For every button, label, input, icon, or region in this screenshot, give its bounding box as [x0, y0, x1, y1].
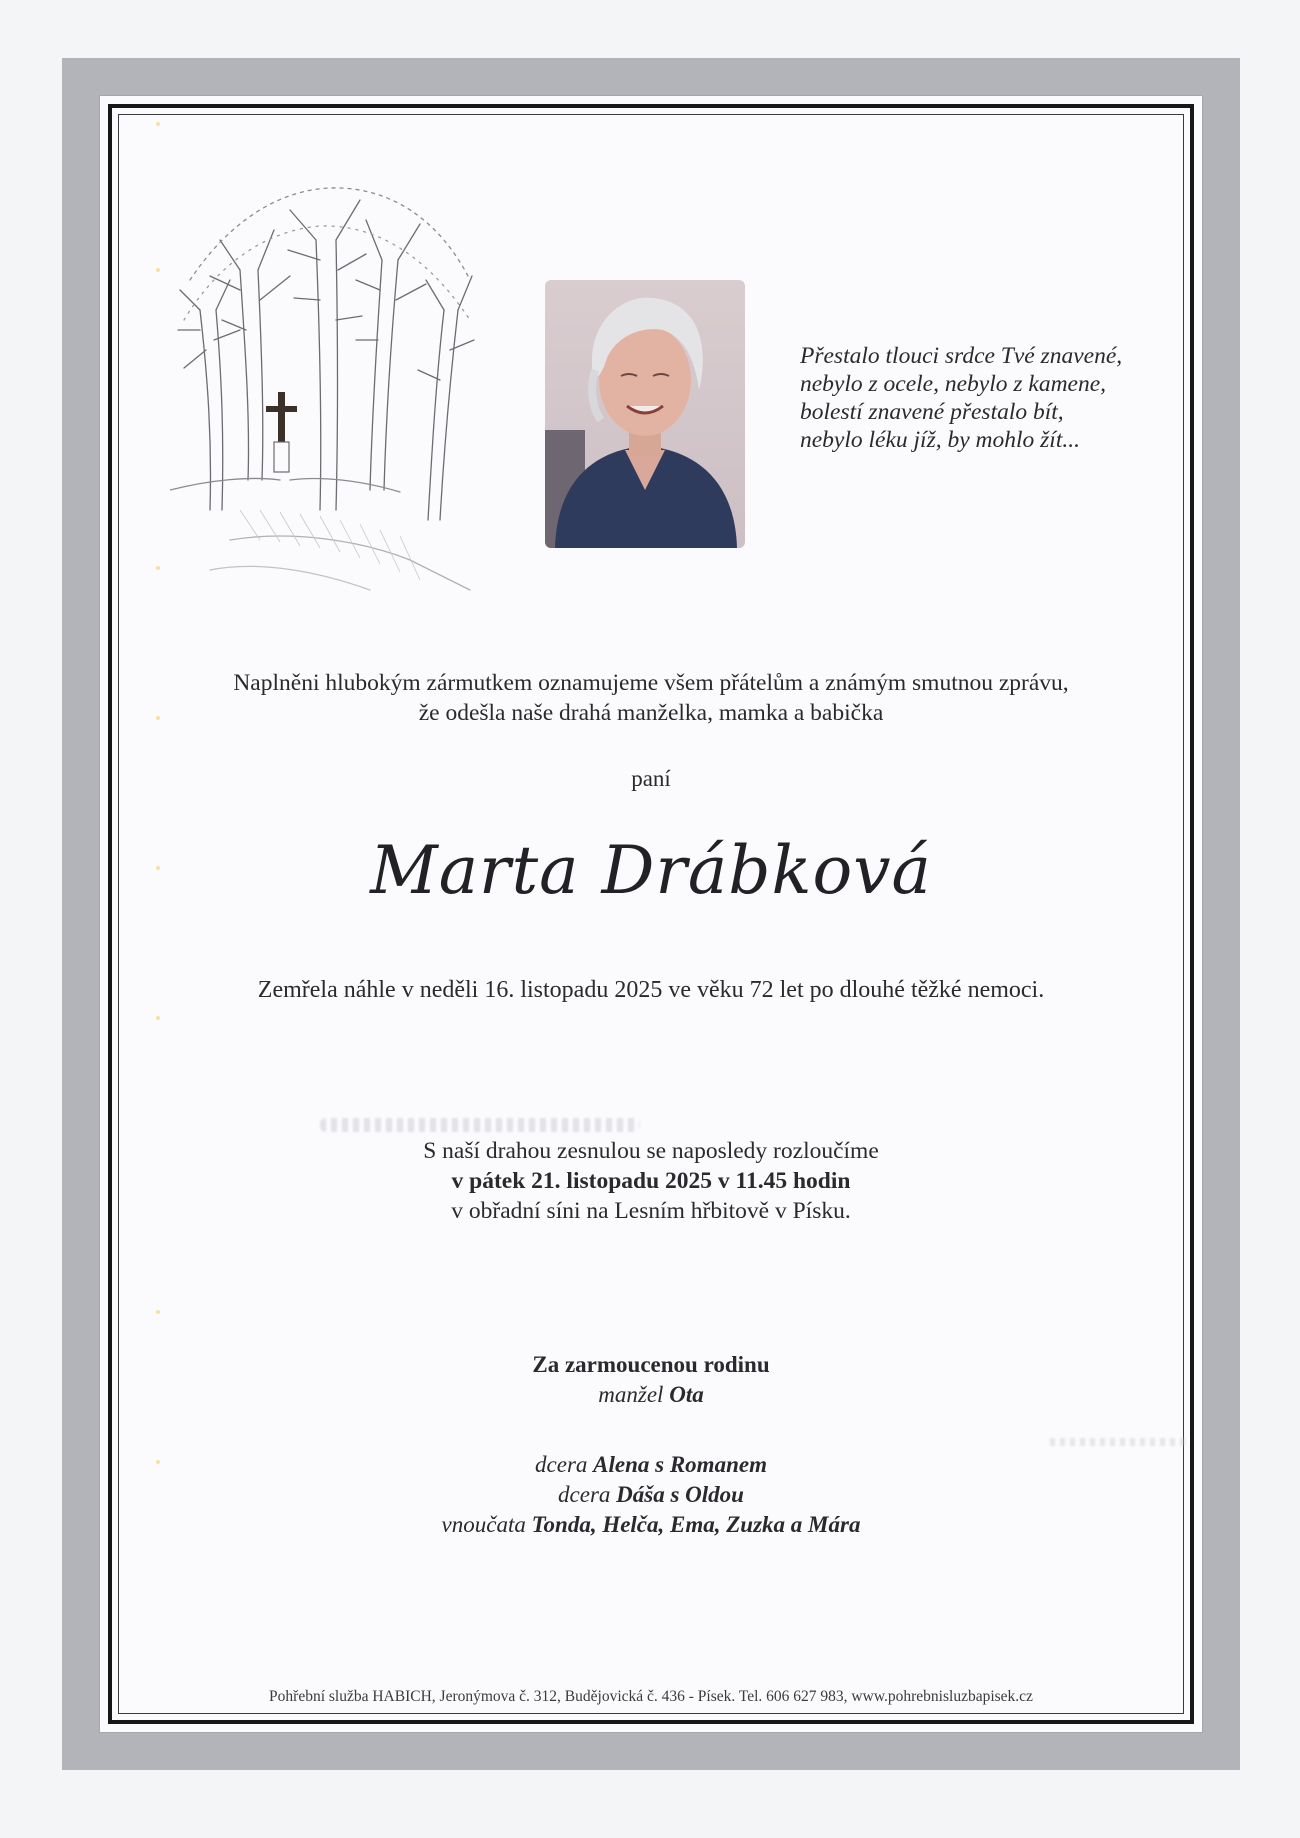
- intro-line: Naplněni hlubokým zármutkem oznamujeme všem přátelům a známým smutnou zprávu,: [233, 670, 1069, 696]
- deceased-name: Marta Drábková: [370, 832, 932, 909]
- scan-dot: [156, 566, 160, 570]
- family-relation: dcera: [558, 1482, 617, 1507]
- family-member: [118, 1450, 1184, 1480]
- announcement-intro: [118, 668, 1184, 728]
- family-names: Alena s Romanem: [593, 1452, 767, 1477]
- trees-drawing-icon: [170, 180, 480, 620]
- family-relation: dcera: [535, 1452, 594, 1477]
- family-block: [118, 1350, 1184, 1540]
- funeral-service-footer: Pohřební služba HABICH, Jeronýmova č. 312, Budějovická č. 436 - Písek. Tel. 606 627 983, www.pohrebnisluzbapisek.cz: [269, 1688, 1033, 1705]
- farewell-place: v obřadní síni na Lesním hřbitově v Písku.: [451, 1198, 851, 1224]
- poem-line: nebylo z ocele, nebylo z kamene,: [800, 371, 1107, 397]
- family-relation: vnoučata: [441, 1512, 532, 1537]
- death-notice: Zemřela náhle v neděli 16. listopadu 2025 ve věku 72 let po dlouhé těžké nemoci.: [257, 977, 1045, 1003]
- intro-line: že odešla naše drahá manželka, mamka a babička: [418, 700, 884, 726]
- farewell-date: v pátek 21. listopadu 2025 v 11.45 hodin: [451, 1168, 851, 1194]
- family-member: [118, 1510, 1184, 1540]
- family-names: Tonda, Helča, Ema, Zuzka a Mára: [531, 1512, 861, 1537]
- scan-dot: [156, 268, 160, 272]
- title-pani: paní: [631, 766, 671, 791]
- portrait-icon: [545, 280, 745, 548]
- family-member: [118, 1480, 1184, 1510]
- trees-cross-illustration: [170, 180, 480, 620]
- family-names: Dáša s Oldou: [616, 1482, 744, 1507]
- family-heading: Za zarmoucenou rodinu: [532, 1352, 770, 1377]
- family-member: [118, 1380, 1184, 1410]
- poem: [800, 342, 1140, 454]
- farewell-line: S naší drahou zesnulou se naposledy rozloučíme: [423, 1138, 879, 1164]
- poem-line: bolestí znavené přestalo bít,: [800, 399, 1064, 425]
- scan-dot: [156, 1016, 160, 1020]
- family-names: Ota: [669, 1382, 704, 1407]
- family-relation: manžel: [598, 1382, 670, 1407]
- farewell-block: [118, 1136, 1184, 1226]
- poem-line: Přestalo tlouci srdce Tvé znavené,: [800, 343, 1123, 369]
- portrait-photo: [545, 280, 745, 548]
- scan-dot: [156, 122, 160, 126]
- poem-line: nebylo léku jíž, by mohlo žít...: [800, 427, 1080, 453]
- scan-dot: [156, 1310, 160, 1314]
- scan-smudge: [320, 1118, 640, 1132]
